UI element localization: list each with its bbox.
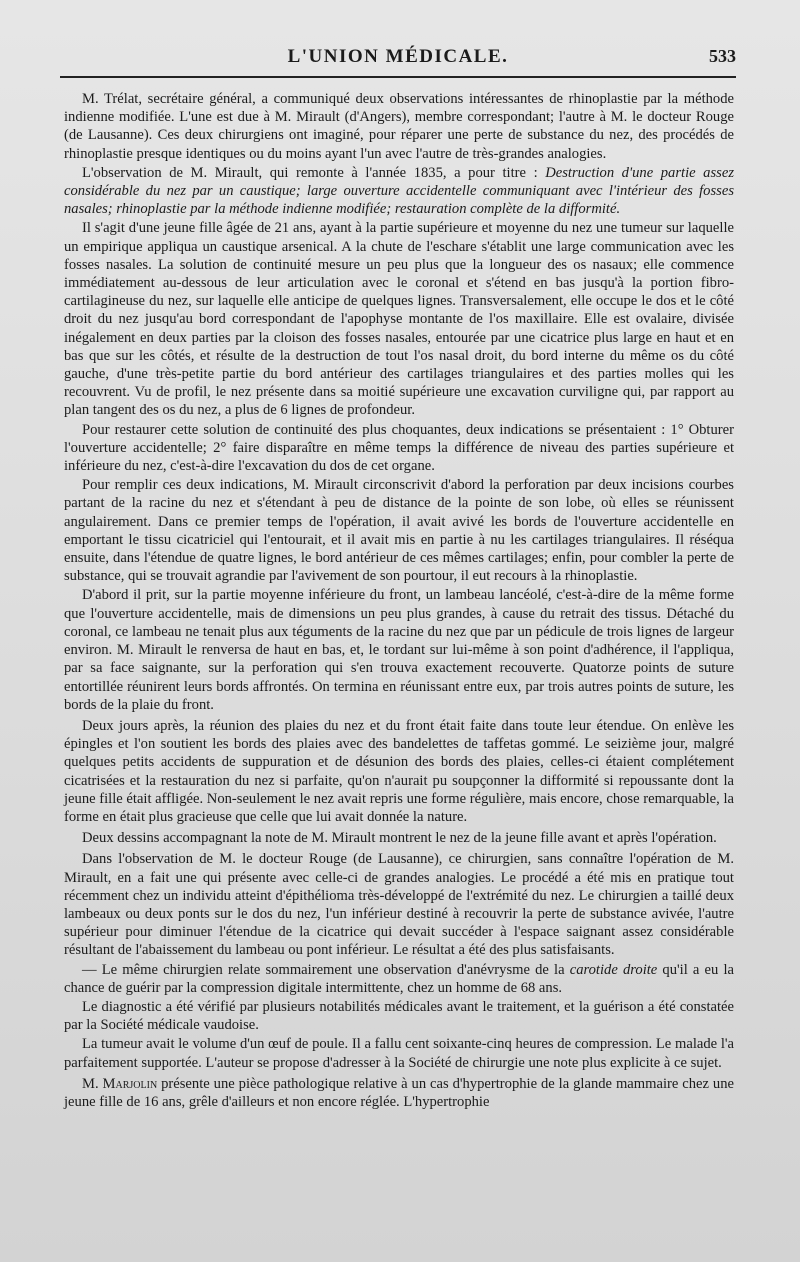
paragraph (64, 476, 734, 585)
paragraph-text: Deux dessins accompagnant la note de M. Mirault montrent le nez de la jeune fille avant et après l'opération. (82, 830, 717, 847)
paragraph (64, 850, 734, 959)
paragraph-text: — Le même chirurgien relate sommairement une observation d'anévrysme de la (82, 961, 570, 978)
article-body (64, 90, 734, 1112)
paragraph-text: Deux jours après, la réunion des plaies du nez et du front était faite dans toute leur étendue. On enlève les épingles et l'on soutient les bords des plaies avec des bandelettes de taffetas gommé. Le seizième jour, malgré quelques petits accidents de suppuration et de désunion des bords des plaies, celles-ci étaient complétement cicatrisées et la restauration du nez si parfaite, qu'on n'aurait pu soupçonner la difformité si repoussante dont la jeune fille était affligée. Non-seulement le nez avait repris une forme régulière, mais encore, chose remarquable, la forme en était plus gracieuse que celle que lui avait donnée la nature. (64, 717, 734, 825)
paragraph (64, 164, 734, 219)
italic-text: Destruction d'une partie assez considérable du nez par un caustique; large ouverture accidentelle communiquant avec l'intérieur des fosses nasales; rhinoplastie par la méthode indienne modifiée; restauration complète de la difformité. (64, 164, 734, 218)
paragraph-text: Dans l'observation de M. le docteur Rouge (de Lausanne), ce chirurgien, sans connaître l'opération de M. Mirault, en a fait une qui présente avec celle-ci de grandes analogies. Le procédé a été mis en pratique tout récemment chez un individu atteint d'épithélioma très-développé de l'extrémité du nez. Le chirurgien a taillé deux lambeaux ou deux ponts sur le dos du nez, l'un inférieur destiné à recouvrir la perte de substance avivée, l'autre supérieur pour diminuer l'étendue de la cicatrice qui devait succéder à l'espace saignant assez considérable résultant de l'abaissement du lambeau ou pont inférieur. Le résultat a été des plus satisfaisants. (64, 851, 734, 959)
paragraph-text: Il s'agit d'une jeune fille âgée de 21 ans, ayant à la partie supérieure et moyenne du nez une tumeur sur laquelle un empirique appliqua un caustique arsenical. A la chute de l'eschare s'établit une large communication avec les fosses nasales. La solution de continuité mesure un peu plus que la longueur des os nasaux; elle commence immédiatement au-dessous de leur articulation avec le coronal et s'étend en bas jusqu'à la portion fibro-cartilagineuse du nez, sur laquelle elle anticipe de quelques lignes. Transversalement, elle occupe le dos et le côté droit du nez jusqu'au bord correspondant de l'apophyse montante de l'os maxillaire. Elle est ovalaire, divisée inégalement en deux parties par la cloison des fosses nasales, entourée par une cicatrice plus large en haut et en bas que sur les côtés, et résulte de la destruction de tout l'os nasal droit, du bord interne du même os du côté gauche, d'une très-petite partie du bord antérieur des cartilages triangulaires et des parties molles qui les recouvrent. Vu de profil, le nez présente dans sa moitié supérieure une excavation curviligne qui, par rapport au plan tangent des os du nez, a plus de 6 lignes de profondeur. (64, 220, 734, 419)
paragraph-text: D'abord il prit, sur la partie moyenne inférieure du front, un lambeau lancéolé, c'est-à-dire de la même forme que l'ouverture accidentelle, mais de dimensions un peu plus grandes, à cause du retrait des tissus. Détaché du coronal, ce lambeau ne tenait plus aux téguments de la racine du nez que par un pédicule de trois lignes de largeur environ. M. Mirault le renversa de haut en bas, et, le tordant sur lui-même à son point d'adhérence, il l'appliqua, par sa face saignante, sur la perforation qui s'en trouva exactement recouverte. Quatorze points de suture entortillée réunirent leurs bords affrontés. On termina en réunissant entre eux, par trois autres points de suture, les bords de la plaie du front. (64, 587, 734, 713)
paragraph (64, 421, 734, 476)
paragraph-text: Pour restaurer cette solution de continuité des plus choquantes, deux indications se présentaient : 1° Obturer l'ouverture accidentelle; 2° faire disparaître en même temps la différence de niveau des parties supérieure et inférieure du nez, c'est-à-dire l'excavation du dos de cet organe. (64, 421, 734, 475)
paragraph-text: Le diagnostic a été vérifié par plusieurs notabilités médicales avant le traitement, et la guérison a été constatée par la Société médicale vaudoise. (64, 998, 734, 1034)
paragraph-text: La tumeur avait le volume d'un œuf de poule. Il a fallu cent soixante-cinq heures de compression. Le malade l'a parfaitement supportée. L'auteur se propose d'adresser à la Société de chirurgie une note plus explicite à ce sujet. (64, 1036, 734, 1071)
paragraph (64, 90, 734, 163)
paragraph-text: L'observation de M. Mirault, qui remonte à l'année 1835, a pour titre : (82, 164, 546, 181)
italic-text: carotide droite (569, 961, 658, 978)
paragraph-text: M. (82, 1075, 103, 1092)
running-title: L'UNION MÉDICALE. (287, 46, 509, 67)
small-caps-name: Marjolin (102, 1075, 158, 1092)
paragraph-text: M. Trélat, secrétaire général, a communiqué deux observations intéressantes de rhinoplastie par la méthode indienne modifiée. L'une est due à M. Mirault (d'Angers), membre correspondant; l'autre à M. le docteur Rouge (de Lausanne). Ces deux chirurgiens ont imaginé, pour réparer une perte de substance du nez, des procédés de rhinoplastie presque identiques ou du moins ayant l'un avec l'autre de très-grandes analogies. (64, 91, 734, 162)
paragraph (64, 961, 734, 997)
header-rule (60, 76, 736, 78)
paragraph (64, 998, 734, 1034)
page-number: 533 (709, 46, 736, 66)
paragraph (64, 829, 734, 847)
paragraph (64, 1075, 734, 1111)
paragraph-text: présente une pièce pathologique relative à un cas d'hypertrophie de la glande mammaire chez une jeune fille de 16 ans, grêle d'ailleurs et non encore réglée. L'hypertrophie (64, 1075, 734, 1110)
paragraph-text: qu'il a eu la chance de guérir par la compression digitale intermittente, chez un homme de 68 ans. (64, 961, 734, 996)
paragraph-text: Pour remplir ces deux indications, M. Mirault circonscrivit d'abord la perforation par deux incisions courbes partant de la racine du nez et s'étendant à peu de distance de la pointe de son lobe, où elles se réunissent angulairement. Dans ce premier temps de l'opération, il avait avivé les bords de l'ouverture accidentelle en emportant le tissu cicatriciel qui l'entourait, et il avait mis en partie à nu les cartilages triangulaires. Il réséqua ensuite, dans l'étendue de quatre lignes, le bord antérieur de ces mêmes cartilages; enfin, pour combler la perte de substance, qui se trouvait agrandie par l'avivement de son pourtour, il eut recours à la rhinoplastie. (64, 477, 734, 585)
paragraph (64, 219, 734, 419)
paragraph (64, 1035, 734, 1071)
paragraph (64, 717, 734, 826)
paragraph (64, 586, 734, 713)
page-header (60, 46, 736, 76)
